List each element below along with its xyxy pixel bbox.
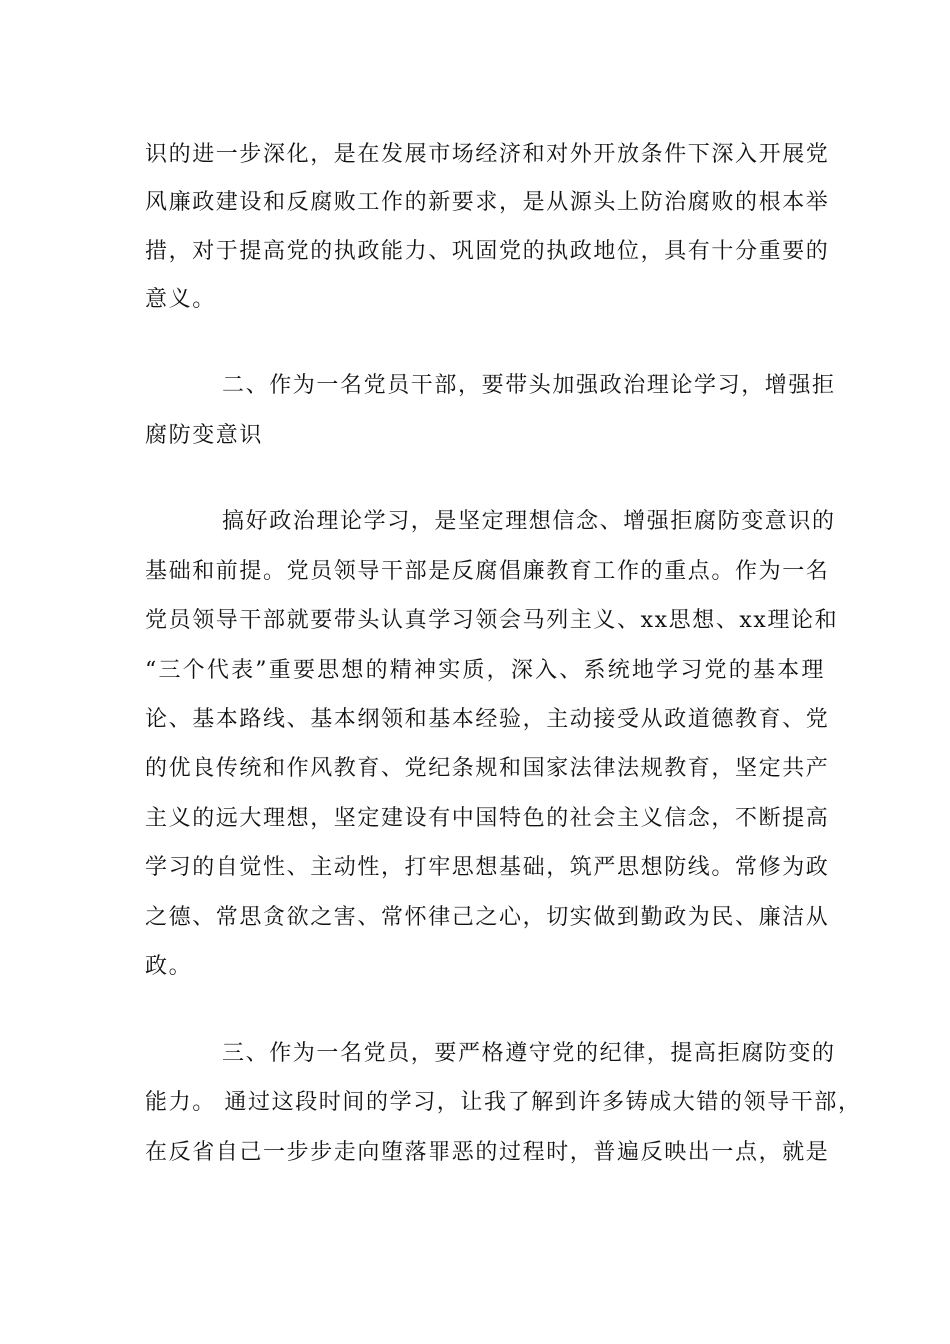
paragraph-3-line-3: 在反省自己一步步走向堕落罪恶的过程时，普遍反映出一点，就是	[145, 1140, 830, 1165]
paragraph-1-line-3: 措，对于提高党的执政能力、巩固党的执政地位，具有十分重要的	[145, 239, 830, 264]
paragraph-2-line-6: 的优良传统和作风教育、党纪条规和国家法律法规教育，坚定共产	[145, 756, 830, 781]
paragraph-2-line-9: 之德、常思贪欲之害、常怀律己之心，切实做到勤政为民、廉洁从	[145, 905, 830, 930]
paragraph-2-line-5: 论、基本路线、基本纲领和基本经验，主动接受从政道德教育、党	[145, 707, 830, 732]
paragraph-1-line-2: 风廉政建设和反腐败工作的新要求，是从源头上防治腐败的根本举	[145, 190, 830, 215]
paragraph-3-line-2: 能力。 通过这段时间的学习，让我了解到许多铸成大错的领导干部，	[145, 1090, 862, 1115]
heading-2-line-2: 腐防变意识	[145, 423, 264, 448]
paragraph-2-line-3: 党员领导干部就要带头认真学习领会马列主义、xx思想、xx理论和	[145, 608, 839, 633]
paragraph-2-line-8: 学习的自觉性、主动性，打牢思想基础，筑严思想防线。常修为政	[145, 855, 830, 880]
paragraph-2-line-2: 基础和前提。党员领导干部是反腐倡廉教育工作的重点。作为一名	[145, 559, 830, 584]
heading-2-line-1: 二、作为一名党员干部，要带头加强政治理论学习，增强拒	[222, 373, 836, 398]
paragraph-1-line-1: 识的进一步深化，是在发展市场经济和对外开放条件下深入开展党	[145, 142, 830, 167]
paragraph-2-line-10: 政。	[145, 954, 193, 979]
paragraph-3-line-1: 三、作为一名党员，要严格遵守党的纪律，提高拒腐防变的	[222, 1041, 836, 1066]
paragraph-2-line-7: 主义的远大理想，坚定建设有中国特色的社会主义信念，不断提高	[145, 806, 830, 831]
paragraph-2-line-4: “三个代表”重要思想的精神实质，深入、系统地学习党的基本理	[145, 658, 825, 683]
paragraph-2-line-1: 搞好政治理论学习，是坚定理想信念、增强拒腐防变意识的	[222, 509, 836, 534]
paragraph-1-line-4: 意义。	[145, 287, 216, 312]
